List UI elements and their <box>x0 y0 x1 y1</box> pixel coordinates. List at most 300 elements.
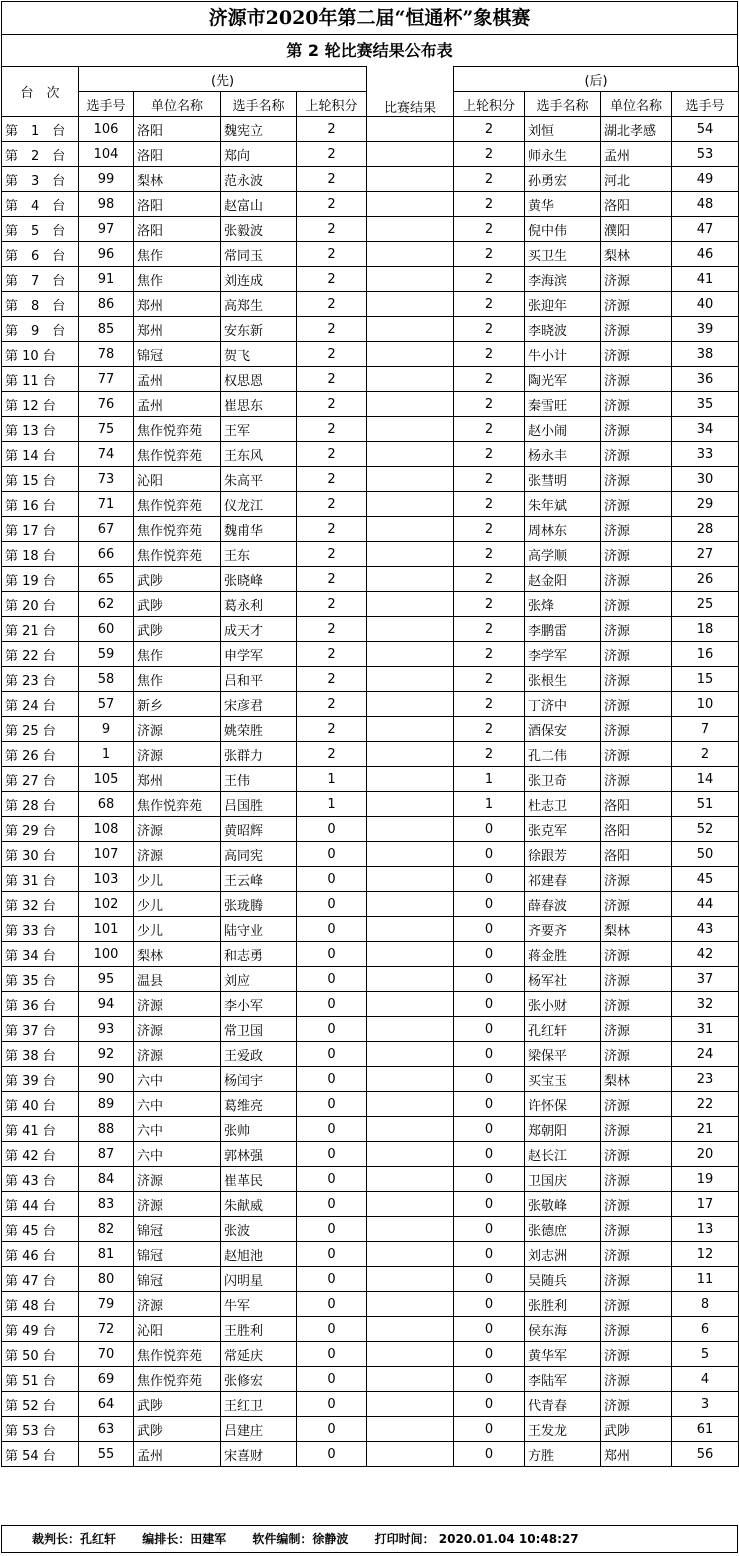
a-player-name-cell: 牛军 <box>221 1292 297 1317</box>
a-prev-score-cell: 0 <box>297 917 367 942</box>
a-player-no-cell: 90 <box>79 1067 134 1092</box>
b-player-no-cell: 54 <box>672 117 739 142</box>
b-player-no-cell: 39 <box>672 317 739 342</box>
table-row <box>2 592 739 617</box>
a-prev-score-cell: 1 <box>297 792 367 817</box>
table-row <box>2 1442 739 1467</box>
result-cell <box>367 1392 454 1417</box>
b-player-no-cell: 14 <box>672 767 739 792</box>
a-prev-score-cell: 0 <box>297 1367 367 1392</box>
table-row <box>2 1417 739 1442</box>
b-player-no-cell: 10 <box>672 692 739 717</box>
b-unit-cell: 济源 <box>601 1342 672 1367</box>
b-player-name-cell: 蒋金胜 <box>525 942 601 967</box>
a-unit-cell: 焦作悦弈苑 <box>134 492 221 517</box>
b-player-no-cell: 30 <box>672 467 739 492</box>
a-unit-cell: 焦作 <box>134 267 221 292</box>
a-unit-cell: 锦冠 <box>134 1267 221 1292</box>
b-prev-score-cell: 2 <box>454 517 525 542</box>
b-unit-cell: 郑州 <box>601 1442 672 1467</box>
result-cell <box>367 992 454 1017</box>
a-player-no-cell: 99 <box>79 167 134 192</box>
b-unit-cell: 济源 <box>601 642 672 667</box>
b-prev-score-cell: 2 <box>454 492 525 517</box>
table-no-cell: 第 23 台 <box>2 667 79 692</box>
a-unit-cell: 新乡 <box>134 692 221 717</box>
result-cell <box>367 792 454 817</box>
b-player-no-cell: 50 <box>672 842 739 867</box>
table-no-cell: 第 18 台 <box>2 542 79 567</box>
b-unit-cell: 济源 <box>601 567 672 592</box>
table-no-cell: 第 37 台 <box>2 1017 79 1042</box>
b-unit-cell: 洛阳 <box>601 792 672 817</box>
b-unit-cell: 济源 <box>601 992 672 1017</box>
b-player-name-cell: 杨军社 <box>525 967 601 992</box>
a-player-name-cell: 赵旭池 <box>221 1242 297 1267</box>
b-player-no-cell: 38 <box>672 342 739 367</box>
table-no-cell: 第 26 台 <box>2 742 79 767</box>
table-no-cell: 第 24 台 <box>2 692 79 717</box>
b-player-no-cell: 29 <box>672 492 739 517</box>
b-prev-score-cell: 2 <box>454 592 525 617</box>
table-row <box>2 242 739 267</box>
table-no-cell: 第 8 台 <box>2 292 79 317</box>
b-unit-cell: 济源 <box>601 1267 672 1292</box>
a-player-no-cell: 1 <box>79 742 134 767</box>
a-prev-score-cell: 2 <box>297 517 367 542</box>
b-player-name-cell: 孔二伟 <box>525 742 601 767</box>
b-unit-cell: 济源 <box>601 317 672 342</box>
a-unit-cell: 六中 <box>134 1142 221 1167</box>
a-unit-cell: 洛阳 <box>134 117 221 142</box>
table-row <box>2 692 739 717</box>
a-player-no-cell: 103 <box>79 867 134 892</box>
b-unit-cell: 济源 <box>601 1117 672 1142</box>
result-cell <box>367 1317 454 1342</box>
table-no-cell: 第 4 台 <box>2 192 79 217</box>
table-no-cell: 第 34 台 <box>2 942 79 967</box>
result-cell <box>367 917 454 942</box>
b-unit-cell: 济源 <box>601 392 672 417</box>
b-player-name-cell: 吴随兵 <box>525 1267 601 1292</box>
a-prev-score-cell: 2 <box>297 617 367 642</box>
page-subtitle: 第 2 轮比赛结果公布表 <box>1 34 738 66</box>
b-player-name-cell: 李学军 <box>525 642 601 667</box>
header-a-prev-score: 上轮积分 <box>297 92 367 117</box>
b-player-no-cell: 34 <box>672 417 739 442</box>
b-player-name-cell: 赵长江 <box>525 1142 601 1167</box>
a-unit-cell: 济源 <box>134 992 221 1017</box>
b-player-no-cell: 19 <box>672 1167 739 1192</box>
a-player-no-cell: 70 <box>79 1342 134 1367</box>
result-cell <box>367 192 454 217</box>
table-row <box>2 1217 739 1242</box>
result-cell <box>367 1142 454 1167</box>
b-player-no-cell: 36 <box>672 367 739 392</box>
a-player-no-cell: 73 <box>79 467 134 492</box>
b-player-no-cell: 28 <box>672 517 739 542</box>
b-unit-cell: 济源 <box>601 1242 672 1267</box>
results-sheet <box>1 1 738 1467</box>
b-unit-cell: 济源 <box>601 1042 672 1067</box>
table-row <box>2 917 739 942</box>
table-row <box>2 992 739 1017</box>
b-player-name-cell: 师永生 <box>525 142 601 167</box>
b-prev-score-cell: 2 <box>454 642 525 667</box>
header-a-player-no: 选手号 <box>79 92 134 117</box>
b-prev-score-cell: 0 <box>454 1367 525 1392</box>
a-unit-cell: 少儿 <box>134 867 221 892</box>
a-prev-score-cell: 0 <box>297 1342 367 1367</box>
table-no-cell: 第 33 台 <box>2 917 79 942</box>
a-player-no-cell: 105 <box>79 767 134 792</box>
table-row <box>2 292 739 317</box>
a-player-name-cell: 常延庆 <box>221 1342 297 1367</box>
result-cell <box>367 842 454 867</box>
b-prev-score-cell: 0 <box>454 1142 525 1167</box>
a-player-name-cell: 张帅 <box>221 1117 297 1142</box>
b-prev-score-cell: 0 <box>454 917 525 942</box>
b-player-no-cell: 20 <box>672 1142 739 1167</box>
result-cell <box>367 817 454 842</box>
a-player-name-cell: 常卫国 <box>221 1017 297 1042</box>
a-unit-cell: 焦作悦弈苑 <box>134 542 221 567</box>
a-prev-score-cell: 0 <box>297 1167 367 1192</box>
table-row <box>2 117 739 142</box>
a-unit-cell: 洛阳 <box>134 217 221 242</box>
a-player-name-cell: 王伟 <box>221 767 297 792</box>
a-prev-score-cell: 0 <box>297 1317 367 1342</box>
a-unit-cell: 沁阳 <box>134 1317 221 1342</box>
a-player-name-cell: 杨闰宇 <box>221 1067 297 1092</box>
table-no-cell: 第 30 台 <box>2 842 79 867</box>
b-unit-cell: 河北 <box>601 167 672 192</box>
table-no-cell: 第 27 台 <box>2 767 79 792</box>
b-prev-score-cell: 2 <box>454 567 525 592</box>
b-player-name-cell: 周林东 <box>525 517 601 542</box>
table-row <box>2 192 739 217</box>
a-unit-cell: 锦冠 <box>134 342 221 367</box>
a-player-name-cell: 李小军 <box>221 992 297 1017</box>
b-player-name-cell: 酒保安 <box>525 717 601 742</box>
a-player-no-cell: 83 <box>79 1192 134 1217</box>
table-no-cell: 第 21 台 <box>2 617 79 642</box>
a-player-name-cell: 申学军 <box>221 642 297 667</box>
a-player-name-cell: 王东风 <box>221 442 297 467</box>
a-unit-cell: 武陟 <box>134 567 221 592</box>
a-player-name-cell: 宋喜财 <box>221 1442 297 1467</box>
b-player-name-cell: 丁济中 <box>525 692 601 717</box>
b-player-no-cell: 13 <box>672 1217 739 1242</box>
a-unit-cell: 济源 <box>134 1192 221 1217</box>
table-row <box>2 1067 739 1092</box>
b-unit-cell: 济源 <box>601 942 672 967</box>
a-player-no-cell: 80 <box>79 1267 134 1292</box>
b-prev-score-cell: 2 <box>454 742 525 767</box>
b-prev-score-cell: 2 <box>454 467 525 492</box>
b-player-name-cell: 赵小闹 <box>525 417 601 442</box>
b-player-name-cell: 张迎年 <box>525 292 601 317</box>
b-unit-cell: 济源 <box>601 292 672 317</box>
a-prev-score-cell: 0 <box>297 1017 367 1042</box>
table-row <box>2 667 739 692</box>
a-player-no-cell: 92 <box>79 1042 134 1067</box>
a-player-name-cell: 崔思东 <box>221 392 297 417</box>
b-player-name-cell: 张彗明 <box>525 467 601 492</box>
a-player-name-cell: 张珑腾 <box>221 892 297 917</box>
result-cell <box>367 1442 454 1467</box>
a-player-no-cell: 76 <box>79 392 134 417</box>
a-player-no-cell: 95 <box>79 967 134 992</box>
a-unit-cell: 洛阳 <box>134 192 221 217</box>
a-player-no-cell: 68 <box>79 792 134 817</box>
b-prev-score-cell: 0 <box>454 892 525 917</box>
b-unit-cell: 济源 <box>601 767 672 792</box>
b-prev-score-cell: 0 <box>454 842 525 867</box>
b-player-name-cell: 张根生 <box>525 667 601 692</box>
a-player-no-cell: 101 <box>79 917 134 942</box>
result-cell <box>367 217 454 242</box>
b-player-name-cell: 牛小计 <box>525 342 601 367</box>
b-prev-score-cell: 0 <box>454 1242 525 1267</box>
b-prev-score-cell: 2 <box>454 717 525 742</box>
a-unit-cell: 六中 <box>134 1067 221 1092</box>
a-player-no-cell: 55 <box>79 1442 134 1467</box>
a-player-name-cell: 朱高平 <box>221 467 297 492</box>
result-cell <box>367 242 454 267</box>
table-no-cell: 第 31 台 <box>2 867 79 892</box>
a-player-name-cell: 魏甫华 <box>221 517 297 542</box>
a-player-name-cell: 葛维亮 <box>221 1092 297 1117</box>
table-row <box>2 1292 739 1317</box>
a-prev-score-cell: 2 <box>297 442 367 467</box>
a-player-no-cell: 66 <box>79 542 134 567</box>
b-player-no-cell: 61 <box>672 1417 739 1442</box>
a-player-no-cell: 65 <box>79 567 134 592</box>
b-player-no-cell: 21 <box>672 1117 739 1142</box>
b-prev-score-cell: 2 <box>454 342 525 367</box>
a-player-name-cell: 成天才 <box>221 617 297 642</box>
b-player-no-cell: 2 <box>672 742 739 767</box>
b-prev-score-cell: 0 <box>454 1192 525 1217</box>
a-unit-cell: 梨林 <box>134 167 221 192</box>
b-unit-cell: 济源 <box>601 467 672 492</box>
result-cell <box>367 1167 454 1192</box>
table-row <box>2 842 739 867</box>
table-row <box>2 942 739 967</box>
a-player-no-cell: 84 <box>79 1167 134 1192</box>
a-prev-score-cell: 0 <box>297 1242 367 1267</box>
b-prev-score-cell: 2 <box>454 117 525 142</box>
a-player-name-cell: 吕和平 <box>221 667 297 692</box>
result-cell <box>367 1267 454 1292</box>
table-no-cell: 第 13 台 <box>2 417 79 442</box>
b-unit-cell: 济源 <box>601 967 672 992</box>
b-unit-cell: 洛阳 <box>601 192 672 217</box>
b-unit-cell: 济源 <box>601 592 672 617</box>
b-player-name-cell: 张胜利 <box>525 1292 601 1317</box>
a-prev-score-cell: 2 <box>297 392 367 417</box>
table-no-cell: 第 15 台 <box>2 467 79 492</box>
result-cell <box>367 567 454 592</box>
result-cell <box>367 267 454 292</box>
a-prev-score-cell: 2 <box>297 567 367 592</box>
table-row <box>2 1142 739 1167</box>
table-no-cell: 第 7 台 <box>2 267 79 292</box>
table-no-cell: 第 53 台 <box>2 1417 79 1442</box>
b-prev-score-cell: 2 <box>454 692 525 717</box>
table-no-cell: 第 41 台 <box>2 1117 79 1142</box>
b-player-no-cell: 7 <box>672 717 739 742</box>
b-unit-cell: 济源 <box>601 692 672 717</box>
table-row <box>2 1017 739 1042</box>
b-player-name-cell: 黄华 <box>525 192 601 217</box>
b-player-name-cell: 张卫奇 <box>525 767 601 792</box>
a-prev-score-cell: 0 <box>297 1042 367 1067</box>
a-unit-cell: 少儿 <box>134 892 221 917</box>
header-b-prev-score: 上轮积分 <box>454 92 525 117</box>
table-no-cell: 第 35 台 <box>2 967 79 992</box>
table-no-cell: 第 14 台 <box>2 442 79 467</box>
a-player-no-cell: 81 <box>79 1242 134 1267</box>
a-prev-score-cell: 2 <box>297 267 367 292</box>
b-player-name-cell: 薛春波 <box>525 892 601 917</box>
a-unit-cell: 锦冠 <box>134 1242 221 1267</box>
result-cell <box>367 1017 454 1042</box>
a-player-name-cell: 张毅波 <box>221 217 297 242</box>
b-prev-score-cell: 2 <box>454 417 525 442</box>
a-player-no-cell: 94 <box>79 992 134 1017</box>
a-prev-score-cell: 2 <box>297 592 367 617</box>
a-player-no-cell: 78 <box>79 342 134 367</box>
a-unit-cell: 济源 <box>134 717 221 742</box>
a-player-name-cell: 刘连成 <box>221 267 297 292</box>
table-row <box>2 317 739 342</box>
a-player-no-cell: 79 <box>79 1292 134 1317</box>
header-a-player: 选手名称 <box>221 92 297 117</box>
table-no-cell: 第 49 台 <box>2 1317 79 1342</box>
a-player-no-cell: 96 <box>79 242 134 267</box>
header-row-groups <box>2 67 739 92</box>
b-player-name-cell: 徐跟芳 <box>525 842 601 867</box>
b-unit-cell: 孟州 <box>601 142 672 167</box>
table-no-cell: 第 20 台 <box>2 592 79 617</box>
b-prev-score-cell: 0 <box>454 1267 525 1292</box>
table-row <box>2 392 739 417</box>
a-unit-cell: 梨林 <box>134 942 221 967</box>
a-prev-score-cell: 0 <box>297 892 367 917</box>
table-row <box>2 1042 739 1067</box>
table-row <box>2 467 739 492</box>
b-prev-score-cell: 0 <box>454 1417 525 1442</box>
table-row <box>2 417 739 442</box>
a-player-no-cell: 93 <box>79 1017 134 1042</box>
a-prev-score-cell: 0 <box>297 942 367 967</box>
b-player-name-cell: 朱年斌 <box>525 492 601 517</box>
a-player-no-cell: 59 <box>79 642 134 667</box>
b-prev-score-cell: 2 <box>454 217 525 242</box>
result-cell <box>367 142 454 167</box>
a-unit-cell: 焦作悦弈苑 <box>134 417 221 442</box>
a-player-name-cell: 范永波 <box>221 167 297 192</box>
b-player-no-cell: 43 <box>672 917 739 942</box>
b-unit-cell: 济源 <box>601 417 672 442</box>
a-unit-cell: 武陟 <box>134 1392 221 1417</box>
a-prev-score-cell: 2 <box>297 142 367 167</box>
a-player-name-cell: 王爱政 <box>221 1042 297 1067</box>
a-unit-cell: 济源 <box>134 742 221 767</box>
b-player-no-cell: 51 <box>672 792 739 817</box>
b-prev-score-cell: 0 <box>454 967 525 992</box>
table-no-cell: 第 45 台 <box>2 1217 79 1242</box>
result-cell <box>367 892 454 917</box>
b-player-no-cell: 52 <box>672 817 739 842</box>
b-player-no-cell: 45 <box>672 867 739 892</box>
table-no-cell: 第 29 台 <box>2 817 79 842</box>
b-unit-cell: 梨林 <box>601 917 672 942</box>
result-cell <box>367 117 454 142</box>
result-cell <box>367 1217 454 1242</box>
table-no-cell: 第 42 台 <box>2 1142 79 1167</box>
result-cell <box>367 692 454 717</box>
table-no-cell: 第 51 台 <box>2 1367 79 1392</box>
b-player-name-cell: 赵金阳 <box>525 567 601 592</box>
a-player-name-cell: 闪明星 <box>221 1267 297 1292</box>
a-unit-cell: 郑州 <box>134 317 221 342</box>
table-row <box>2 1092 739 1117</box>
a-unit-cell: 焦作悦弈苑 <box>134 792 221 817</box>
b-unit-cell: 济源 <box>601 367 672 392</box>
b-unit-cell: 济源 <box>601 492 672 517</box>
b-player-no-cell: 15 <box>672 667 739 692</box>
a-prev-score-cell: 0 <box>297 1417 367 1442</box>
b-player-name-cell: 祁建春 <box>525 867 601 892</box>
b-prev-score-cell: 2 <box>454 167 525 192</box>
b-player-no-cell: 53 <box>672 142 739 167</box>
b-prev-score-cell: 0 <box>454 1092 525 1117</box>
a-player-name-cell: 张波 <box>221 1217 297 1242</box>
a-prev-score-cell: 0 <box>297 817 367 842</box>
b-player-no-cell: 8 <box>672 1292 739 1317</box>
b-unit-cell: 济源 <box>601 1017 672 1042</box>
a-player-name-cell: 宋彦君 <box>221 692 297 717</box>
b-player-name-cell: 秦雪旺 <box>525 392 601 417</box>
a-prev-score-cell: 0 <box>297 1442 367 1467</box>
a-player-name-cell: 刘应 <box>221 967 297 992</box>
table-row <box>2 517 739 542</box>
result-cell <box>367 1092 454 1117</box>
a-player-no-cell: 63 <box>79 1417 134 1442</box>
header-b-unit: 单位名称 <box>601 92 672 117</box>
b-player-name-cell: 王发龙 <box>525 1417 601 1442</box>
b-player-name-cell: 买宝玉 <box>525 1067 601 1092</box>
b-player-name-cell: 方胜 <box>525 1442 601 1467</box>
a-prev-score-cell: 0 <box>297 1092 367 1117</box>
a-player-no-cell: 72 <box>79 1317 134 1342</box>
results-body <box>2 117 739 1467</box>
table-row <box>2 817 739 842</box>
b-unit-cell: 梨林 <box>601 242 672 267</box>
b-player-no-cell: 49 <box>672 167 739 192</box>
b-player-no-cell: 6 <box>672 1317 739 1342</box>
b-player-name-cell: 张德庶 <box>525 1217 601 1242</box>
b-player-name-cell: 陶光军 <box>525 367 601 392</box>
a-player-no-cell: 100 <box>79 942 134 967</box>
b-prev-score-cell: 2 <box>454 392 525 417</box>
b-unit-cell: 济源 <box>601 342 672 367</box>
b-unit-cell: 济源 <box>601 1292 672 1317</box>
a-player-no-cell: 85 <box>79 317 134 342</box>
